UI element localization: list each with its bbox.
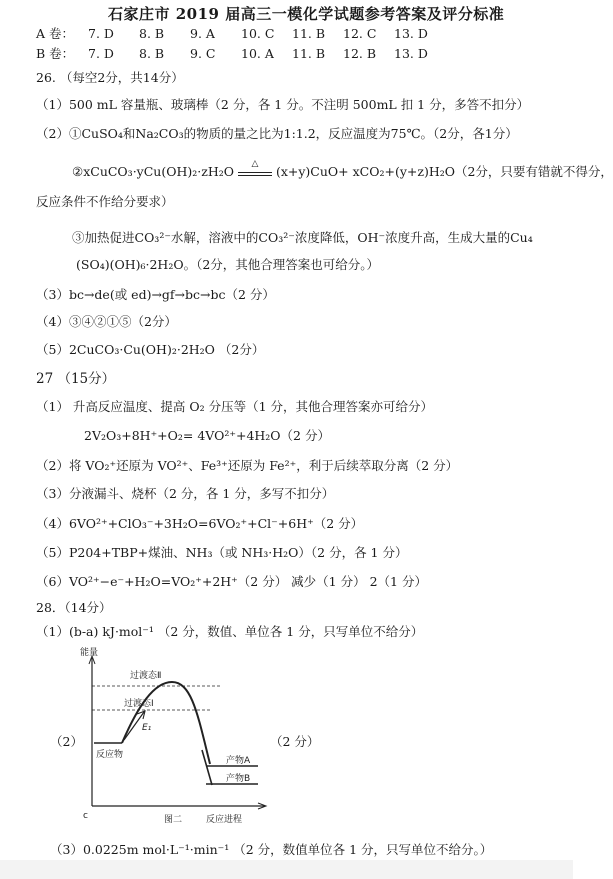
q28-diagram-score: （2 分）: [270, 734, 320, 749]
energy-profile-diagram: [80, 646, 270, 832]
q28-diagram-label: （2）: [50, 734, 83, 749]
q26-line: ③加热促进CO₃²⁻水解，溶液中的CO₃²⁻浓度降低，OH⁻浓度升高，生成大量的Cu₄: [72, 230, 533, 245]
q28-header: 28．（14分）: [36, 600, 112, 615]
key-a-item: 7. D: [88, 26, 114, 41]
q27-line: （3）分液漏斗、烧杯（2 分，各 1 分，多写不扣分）: [36, 486, 335, 501]
q26-header: 26. （每空2分，共14分）: [36, 70, 184, 85]
figure-caption: 图二: [164, 815, 183, 825]
q26-line: （5）2CuCO₃·Cu(OH)₂·2H₂O （2分）: [36, 342, 265, 357]
product-b-label: 产物B: [226, 774, 251, 784]
q27-line: 2V₂O₃+8H⁺+O₂= 4VO²⁺+4H₂O（2 分）: [84, 428, 330, 443]
q26-line: （3）bc→de(或 ed)→gf→bc→bc（2 分）: [36, 287, 275, 302]
key-b-item: 9. C: [190, 46, 216, 61]
key-a-item: 10. C: [241, 26, 275, 41]
key-a-label: A 卷：: [36, 26, 75, 41]
key-a-item: 12. C: [343, 26, 377, 41]
key-b-item: 7. D: [88, 46, 114, 61]
product-a-label: 产物A: [226, 756, 251, 766]
q26-line: 反应条件不作给分要求）: [36, 194, 174, 209]
origin-label: c: [83, 811, 88, 821]
q26-line: （2）①CuSO₄和Na₂CO₃的物质的量之比为1:1.2，反应温度为75℃。（2分，各1分）: [36, 126, 518, 141]
reaction-arrow: [238, 159, 272, 176]
q26-line: [72, 159, 613, 180]
key-b-item: 10. A: [241, 46, 274, 61]
page-title: 石家庄市 2019 届高三一模化学试题参考答案及评分标准: [108, 5, 505, 23]
q27-line: （4）6VO²⁺+ClO₃⁻+3H₂O=6VO₂⁺+Cl⁻+6H⁺（2 分）: [36, 516, 364, 531]
key-a-item: 13. D: [394, 26, 428, 41]
y-axis-label: 能量: [80, 648, 99, 658]
key-b-item: 8. B: [139, 46, 165, 61]
ts1-label: 过渡态Ⅰ: [124, 699, 154, 709]
key-b-item: 13. D: [394, 46, 428, 61]
q27-line: （2）将 VO₂⁺还原为 VO²⁺、Fe³⁺还原为 Fe²⁺，利于后续萃取分离（2 分）: [36, 458, 459, 473]
reactant-label: 反应物: [96, 750, 124, 760]
key-a-item: 8. B: [139, 26, 165, 41]
q28-line: （3）0.0225m mol·L⁻¹·min⁻¹ （2 分，数值单位各 1 分，只写单位不给分。）: [50, 842, 493, 857]
e1-label: E₁: [142, 723, 152, 733]
q27-line: （5）P204+TBP+煤油、NH₃（或 NH₃·H₂O）（2 分，各 1 分）: [36, 545, 408, 560]
q26-line: (SO₄)(OH)₆·2H₂O。（2分，其他合理答案也可给分。）: [76, 257, 380, 272]
q28-line: （1）(b-a) kJ·mol⁻¹ （2 分，数值、单位各 1 分，只写单位不给分）: [36, 624, 424, 639]
q26-line: （1）500 mL 容量瓶、玻璃棒（2 分，各 1 分。不注明 500mL 扣 1 分，多答不扣分）: [36, 97, 530, 112]
q27-line: （6）VO²⁺−e⁻+H₂O=VO₂⁺+2H⁺（2 分） 减少（1 分） 2（1 分）: [36, 574, 427, 589]
q27-line: （1） 升高反应温度、提高 O₂ 分压等（1 分，其他合理答案亦可给分）: [36, 399, 434, 414]
key-b-item: 11. B: [292, 46, 326, 61]
key-row-a: [36, 26, 445, 42]
equation-right: (x+y)CuO+ xCO₂+(y+z)H₂O（2分，只要有错就不得分，: [275, 164, 613, 179]
x-axis-label: 反应进程: [206, 815, 243, 825]
key-a-item: 9. A: [190, 26, 215, 41]
reaction-pathway-curve: [122, 682, 210, 764]
key-b-item: 12. B: [343, 46, 377, 61]
key-b-label: B 卷：: [36, 46, 75, 61]
equation-left: ②xCuCO₃·yCu(OH)₂·zH₂O: [72, 164, 234, 179]
key-a-item: 11. B: [292, 26, 326, 41]
q26-line: （4）③④②①⑤（2分）: [36, 314, 177, 329]
heat-symbol: △: [251, 159, 259, 169]
ts2-label: 过渡态Ⅱ: [130, 671, 162, 681]
key-row-b: [36, 46, 445, 62]
bottom-band: [0, 860, 573, 879]
q27-header: 27 （15分）: [36, 371, 116, 387]
